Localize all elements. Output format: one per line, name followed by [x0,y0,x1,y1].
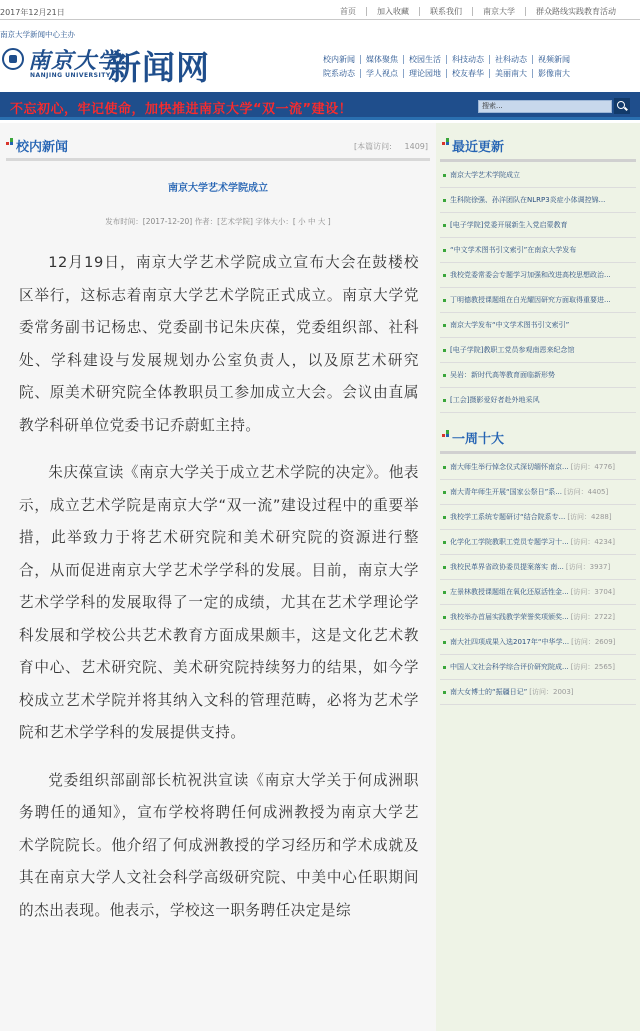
top-link-campaign[interactable]: 群众路线实践教育活动 [525,7,626,16]
top-bar [0,0,640,22]
top-link-university[interactable]: 南京大学 [472,7,525,16]
weekly-item[interactable]: 左景林教授课题组在氧化还原活性金... [访问：3704] [440,580,636,605]
site-header [0,22,640,92]
article-body [19,247,419,942]
logo-university-english: NANJING UNIVERSITY [30,72,111,79]
nav-row-1 [318,52,640,66]
site-logo[interactable] [0,42,230,88]
logo-site-name: 新闻网 [108,48,210,87]
nav-row-2 [318,66,640,80]
section-header [0,123,436,155]
recent-item[interactable]: [电子学院]教职工党员参观南恩来纪念馆 [440,338,636,363]
nav-media-focus[interactable]: 媒体聚焦 [360,55,403,64]
search-input[interactable]: 搜索... [478,100,612,113]
section-title[interactable]: 校内新闻 [16,140,69,155]
weekly-item[interactable]: 南大师生举行悼念仪式深切缅怀南京... [访问：4776] [440,455,636,480]
main-nav [318,52,640,80]
main-content [0,123,640,1031]
recent-updates-list [440,163,636,413]
top-divider [0,19,640,20]
weekly-top-list [440,455,636,705]
weekly-top-section [436,415,640,696]
recent-updates-title: 最近更新 [452,140,505,155]
logo-university-name: 南京大学 [28,48,121,74]
nav-scholar-view[interactable]: 学人视点 [360,69,403,78]
slogan-banner [0,92,640,120]
section-underline [440,451,636,454]
nav-image-nju[interactable]: 影像南大 [532,69,575,78]
weekly-item-hits: [访问：4234] [570,538,615,546]
article-paragraph: 12月19日，南京大学艺术学院成立宣布大会在鼓楼校区举行，这标志着南京大学艺术学院正式成立。南京大学党委常务副书记杨忠、党委副书记朱庆葆，党委组织部、社科处、学科建设与发展规划办公室负责人，以及原艺术研究院、原美术研究院全体教职员工参加成立大会。会议由直属教学科研单位党委书记乔蔚虹主持。 [19,254,419,434]
weekly-item[interactable]: 南大青年师生开展“国家公祭日”系... [访问：4405] [440,480,636,505]
article-paragraph: 朱庆葆宣读《南京大学关于成立艺术学院的决定》。他表示，成立艺术学院是南京大学“双一流”建设过程中的重要举措，此举致力于将艺术研究院和美术研究院的资源进行整合，从而促进南京大学艺术学学科的发展。目前，南京大学艺术学学科的发展取得了一定的成绩，尤其在艺术学理论学科发展和学校公共艺术教育方面成果颇丰，这是文化艺术教育中心、艺术研究院、美术研究院持续努力的结果，如今学校成立艺术学院并将其纳入文科的管理范畴，必将为艺术学院和艺术学学科的发展提供支持。 [19,464,419,741]
weekly-item-hits: [访问：4288] [567,513,612,521]
weekly-item[interactable]: 南大社四项成果入选2017年“中华学... [访问：2609] [440,630,636,655]
recent-item[interactable]: 南京大学艺术学院成立 [440,163,636,188]
section-underline [440,159,636,162]
current-date: 2017年12月21日 [0,8,65,17]
recent-item[interactable]: 丁明德教授课题组在白光耀因研究方面取得重要进... [440,288,636,313]
section-underline [6,158,430,161]
weekly-item[interactable]: 南大女博士的“振疆日记” [访问：2003] [440,680,636,705]
weekly-item-hits: [访问：2003] [529,688,574,696]
weekly-item-hits: [访问：4776] [570,463,615,471]
search-icon[interactable] [614,98,630,114]
recent-item[interactable]: 我校党委常委会专题学习加强和改进高校思想政治... [440,263,636,288]
nav-video-news[interactable]: 视频新闻 [532,55,575,64]
recent-updates-section [436,123,640,404]
weekly-item-hits: [访问：2609] [571,638,616,646]
article-meta: 发布时间：[2017-12-20] 作者：[艺术学院] 字体大小：[ 小 中 大 ] [105,217,331,226]
article-paragraph: 党委组织部副部长杭祝洪宣读《南京大学关于何成洲职务聘任的通知》，宣布学校将聘任何成洲教授为南京大学艺术学院院长。他介绍了何成洲教授的学习经历和学术成就及其在南京大学人文社会科学高级研究院、中美中心任职期间的杰出表现。他表示，学校这一职务聘任决定是综 [19,771,419,919]
weekly-top-title: 一周十大 [452,432,505,447]
recent-item[interactable]: [工会]摄影爱好者赴外地采风 [440,388,636,413]
nav-theory[interactable]: 理论园地 [403,69,446,78]
sponsor-text: 南京大学新闻中心主办 [0,30,75,39]
section-bullet-icon [442,430,450,438]
recent-item[interactable]: 吴岩：新时代高等教育面临新形势 [440,363,636,388]
section-bullet-icon [6,138,14,146]
nav-alumni[interactable]: 校友春华 [446,69,489,78]
top-link-bookmark[interactable]: 加入收藏 [366,7,419,16]
recent-updates-header [436,123,640,155]
top-links [330,7,626,16]
top-link-contact[interactable]: 联系我们 [419,7,472,16]
article-hit-count: [本篇访问: 1409] [353,142,428,151]
weekly-top-header [436,415,640,447]
article-column [0,123,436,1031]
weekly-item[interactable]: 中国人文社会科学综合评价研究院成... [访问：2565] [440,655,636,680]
weekly-item[interactable]: 化学化工学院教职工党员专题学习十... [访问：4234] [440,530,636,555]
weekly-item-hits: [访问：4405] [563,488,609,496]
section-bullet-icon [442,138,450,146]
nav-department-news[interactable]: 院系动态 [323,68,355,78]
slogan-text: 不忘初心，牢记使命，加快推进南京大学“双一流”建设！ [10,102,353,117]
university-emblem-icon [2,48,24,70]
nav-social-science-news[interactable]: 社科动态 [489,55,532,64]
nav-beautiful-nju[interactable]: 美丽南大 [489,69,532,78]
weekly-item-hits: [访问：3704] [570,588,615,596]
weekly-item-hits: [访问：3937] [565,563,611,571]
top-link-home[interactable]: 首页 [340,7,356,16]
recent-item[interactable]: “中文学术图书引文索引”在南京大学发布 [440,238,636,263]
recent-item[interactable]: 生科院徐强、孙洋团队在NLRP3炎症小体调控锦... [440,188,636,213]
recent-item[interactable]: 南京大学发布“中文学术图书引文索引” [440,313,636,338]
weekly-item[interactable]: 我校民革界省政协委员提案落实 南... [访问：3937] [440,555,636,580]
nav-campus-life[interactable]: 校园生活 [403,55,446,64]
nav-campus-news[interactable]: 校内新闻 [323,54,355,64]
article-title: 南京大学艺术学院成立 [168,183,268,194]
sidebar [436,123,640,1031]
weekly-item-hits: [访问：2722] [570,613,615,621]
weekly-item[interactable]: 我校举办首届实践教学荣誉奖项颁奖... [访问：2722] [440,605,636,630]
weekly-item[interactable]: 我校学工系统专题研讨“结合院系专... [访问：4288] [440,505,636,530]
recent-item[interactable]: [电子学院]党委开展新生入党启蒙教育 [440,213,636,238]
weekly-item-hits: [访问：2565] [570,663,615,671]
nav-science-news[interactable]: 科技动态 [446,55,489,64]
